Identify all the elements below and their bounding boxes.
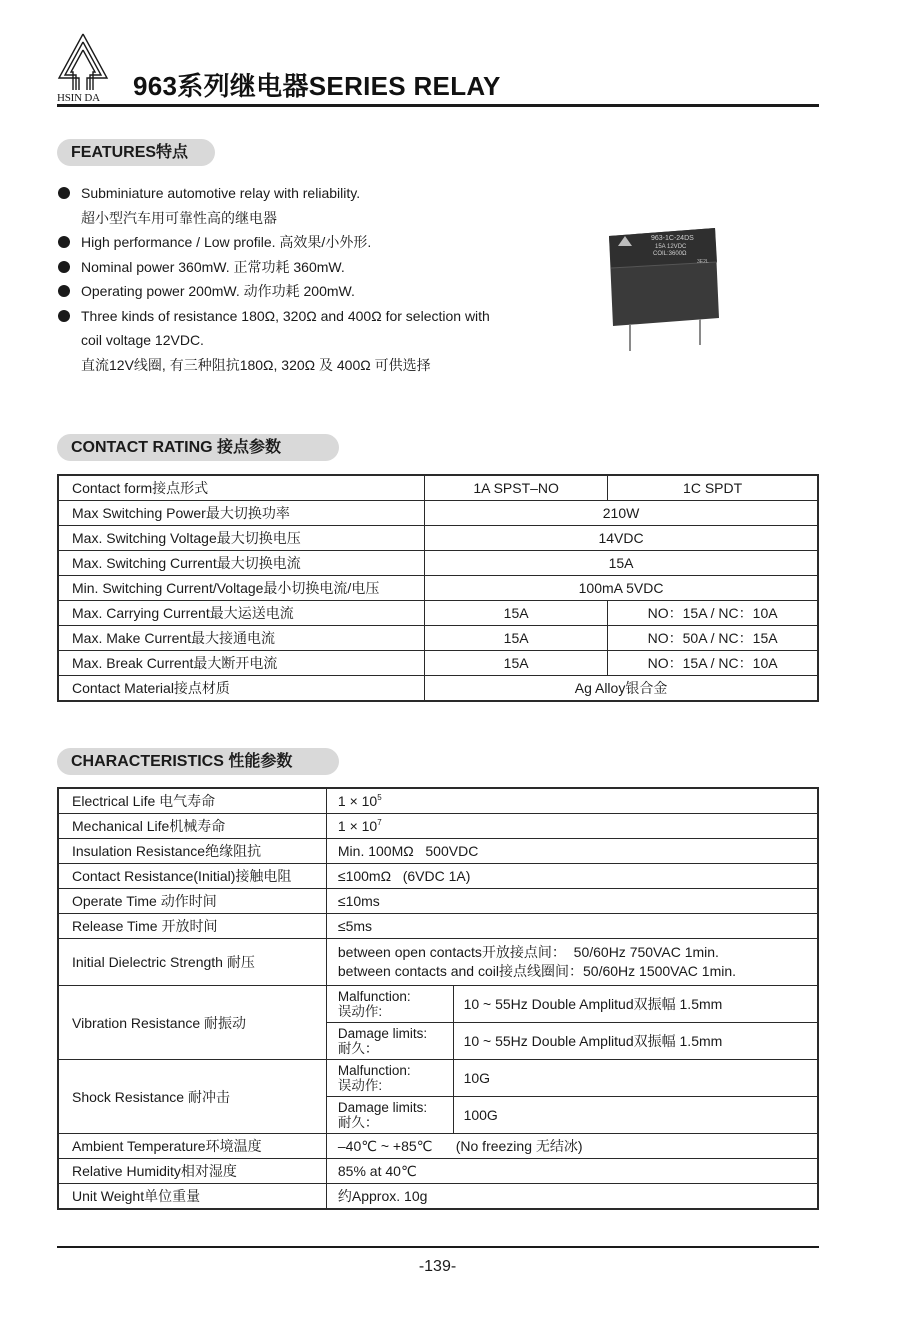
cell-1c: NO：50A / NC：15A (608, 626, 818, 651)
table-row (58, 526, 818, 551)
feature-text: Operating power 200mW. 动作功耗 200mW. (81, 283, 355, 299)
relay-product-image (605, 222, 725, 357)
table-row (58, 914, 818, 939)
relay-label-coil: COIL:3600Ω (653, 251, 687, 257)
cell-value: –40℃ ~ +85℃ (No freezing 无结冰) (326, 1134, 818, 1159)
row-label: Initial Dielectric Strength 耐压 (58, 939, 326, 986)
sub-label-cn: 误动作: (337, 1004, 383, 1019)
row-label: Shock Resistance 耐冲击 (58, 1060, 326, 1134)
row-label: Max Switching Power最大切换功率 (58, 501, 425, 526)
table-row (58, 839, 818, 864)
table-row (58, 1060, 818, 1097)
relay-pin (699, 319, 701, 345)
table-row (58, 814, 818, 839)
feature-item (57, 255, 577, 280)
table-row (58, 1159, 818, 1184)
dielectric-line: between contacts and coil接点线圈间：50/60Hz 1500VAC 1min. (337, 963, 737, 979)
characteristics-heading: CHARACTERISTICS 性能参数 (57, 748, 339, 775)
cell-value: Min. 100MΩ 500VDC (326, 839, 818, 864)
dielectric-line: between open contacts开放接点间： 50/60Hz 750VAC 1min. (337, 944, 719, 960)
bullet-icon (58, 285, 70, 297)
row-label: Contact Material接点材质 (58, 676, 425, 702)
row-label: Relative Humidity相对湿度 (58, 1159, 326, 1184)
row-label: Release Time 开放时间 (58, 914, 326, 939)
row-label: Max. Switching Current最大切换电流 (58, 551, 425, 576)
bullet-icon (58, 187, 70, 199)
row-label: Min. Switching Current/Voltage最小切换电流/电压 (58, 576, 425, 601)
row-label: Unit Weight单位重量 (58, 1184, 326, 1210)
cell-value: 15A (425, 551, 818, 576)
cell-value (326, 939, 818, 986)
cell-1a: 15A (425, 626, 608, 651)
cell-value: ≤5ms (326, 914, 818, 939)
feature-text: High performance / Low profile. 高效果/小外形. (81, 234, 372, 250)
sub-label (326, 1060, 453, 1097)
sub-label-en: Malfunction: (337, 1063, 411, 1078)
row-label: Max. Switching Voltage最大切换电压 (58, 526, 425, 551)
cell-value (326, 814, 818, 839)
feature-item (57, 279, 577, 304)
relay-pin (629, 325, 631, 351)
cell-1a: 15A (425, 601, 608, 626)
sub-label (326, 1023, 453, 1060)
footer-divider (57, 1246, 819, 1248)
characteristics-table (57, 787, 819, 1210)
table-row (58, 626, 818, 651)
table-row (58, 889, 818, 914)
row-label: Electrical Life 电气寿命 (58, 788, 326, 814)
logo-text: HSIN DA (57, 92, 100, 104)
cell-1c: 1C SPDT (608, 475, 818, 501)
sub-label-cn: 耐久： (337, 1041, 379, 1056)
table-row (58, 651, 818, 676)
cell-value: 100mA 5VDC (425, 576, 818, 601)
row-label: Operate Time 动作时间 (58, 889, 326, 914)
sub-label-cn: 误动作: (337, 1078, 383, 1093)
cell-value (326, 788, 818, 814)
cell-1a: 15A (425, 651, 608, 676)
cell-value: 210W (425, 501, 818, 526)
value-exponent: 5 (377, 793, 382, 802)
bullet-icon (58, 236, 70, 248)
row-label: Max. Make Current最大接通电流 (58, 626, 425, 651)
sub-label-en: Damage limits: (337, 1026, 428, 1041)
relay-label-code: 3E2L (697, 259, 709, 265)
cell-value: ≤10ms (326, 889, 818, 914)
table-row (58, 601, 818, 626)
page-number: -139- (418, 1258, 457, 1275)
page-title: 963系列继电器SERIES RELAY (133, 71, 501, 101)
row-label: Max. Break Current最大断开电流 (58, 651, 425, 676)
features-heading: FEATURES特点 (57, 139, 215, 166)
cell-value: 10 ~ 55Hz Double Amplitud双振幅 1.5mm (453, 986, 818, 1023)
cell-value: Ag Alloy银合金 (425, 676, 818, 702)
row-label: Ambient Temperature环境温度 (58, 1134, 326, 1159)
row-label: Contact form接点形式 (58, 475, 425, 501)
table-row (58, 475, 818, 501)
header-divider (57, 104, 819, 107)
table-row (58, 551, 818, 576)
table-row (58, 864, 818, 889)
bullet-icon (58, 310, 70, 322)
row-label: Contact Resistance(Initial)接触电阻 (58, 864, 326, 889)
table-row (58, 939, 818, 986)
table-row (58, 986, 818, 1023)
table-row (58, 1134, 818, 1159)
feature-text: Three kinds of resistance 180Ω, 320Ω and 400Ω for selection with (81, 307, 490, 324)
feature-text: coil voltage 12VDC. (81, 332, 204, 348)
sub-label-en: Malfunction: (337, 989, 411, 1004)
table-row (58, 676, 818, 702)
feature-text: Nominal power 360mW. 正常功耗 360mW. (81, 258, 345, 275)
sub-label-en: Damage limits: (337, 1100, 428, 1115)
feature-item (57, 181, 577, 230)
value-base: 1 × 10 (337, 793, 378, 809)
sub-label (326, 1097, 453, 1134)
feature-item (57, 230, 577, 255)
table-row (58, 501, 818, 526)
features-list (57, 181, 577, 377)
feature-text: 直流12V线圈, 有三种阻抗180Ω, 320Ω 及 400Ω 可供选择 (81, 356, 431, 373)
relay-label-rating: 15A 12VDC (655, 244, 687, 250)
contact-rating-table (57, 474, 819, 702)
table-row (58, 576, 818, 601)
value-base: 1 × 10 (337, 818, 378, 834)
cell-value: 10G (453, 1060, 818, 1097)
logo-triangle-icon (57, 32, 109, 92)
feature-item (57, 304, 577, 378)
row-label: Insulation Resistance绝缘阻抗 (58, 839, 326, 864)
sub-label-cn: 耐久： (337, 1115, 379, 1130)
contact-rating-heading: CONTACT RATING 接点参数 (57, 434, 339, 461)
cell-value: ≤100mΩ (6VDC 1A) (326, 864, 818, 889)
row-label: Vibration Resistance 耐振动 (58, 986, 326, 1060)
table-row (58, 788, 818, 814)
row-label: Mechanical Life机械寿命 (58, 814, 326, 839)
feature-text: 超小型汽车用可靠性高的继电器 (81, 209, 277, 226)
value-exponent: 7 (377, 818, 382, 827)
sub-label (326, 986, 453, 1023)
table-row (58, 1184, 818, 1210)
cell-value: 100G (453, 1097, 818, 1134)
cell-value: 85% at 40℃ (326, 1159, 818, 1184)
hsinda-logo (57, 32, 109, 104)
cell-1c: NO：15A / NC：10A (608, 651, 818, 676)
cell-value: 约Approx. 10g (326, 1184, 818, 1210)
relay-label-model: 963-1C-24DS (651, 235, 694, 242)
cell-value: 14VDC (425, 526, 818, 551)
cell-value: 10 ~ 55Hz Double Amplitud双振幅 1.5mm (453, 1023, 818, 1060)
row-label: Max. Carrying Current最大运送电流 (58, 601, 425, 626)
bullet-icon (58, 261, 70, 273)
cell-1a: 1A SPST–NO (425, 475, 608, 501)
feature-text: Subminiature automotive relay with reliability. (81, 185, 361, 201)
cell-1c: NO：15A / NC：10A (608, 601, 818, 626)
